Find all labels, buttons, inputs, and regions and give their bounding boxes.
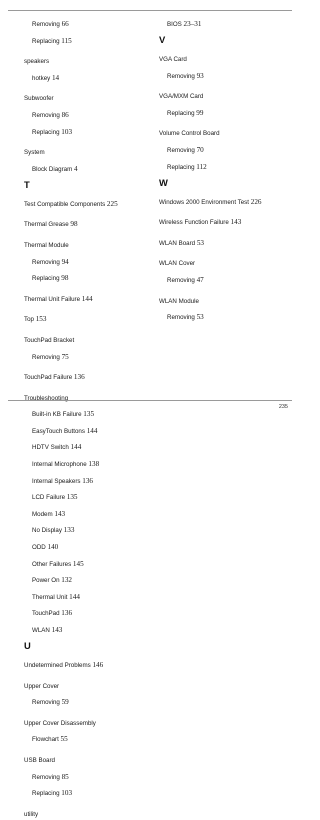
bottom-rule (8, 400, 292, 401)
index-entry-text: USB Board (24, 756, 55, 764)
index-entry-text: Replacing (32, 790, 62, 798)
index-entry-text: HDTV Switch (32, 444, 71, 452)
index-page-ref[interactable]: 75 (61, 352, 69, 361)
index-page-ref[interactable]: 70 (196, 145, 204, 154)
index-entry-text: BIOS (167, 21, 184, 28)
index-entry-text: LCD Failure (32, 494, 67, 502)
index-section-letter: T (24, 178, 30, 190)
index-page-ref[interactable]: 146 (92, 661, 104, 669)
index-page-ref[interactable]: 98 (70, 220, 78, 229)
index-entry-text: Replacing (167, 109, 197, 117)
index-subentry (24, 603, 152, 619)
index-page-ref[interactable]: 55 (60, 735, 68, 744)
index-subentry (24, 471, 152, 487)
index-entry (24, 142, 152, 158)
index-page-ref[interactable]: 136 (61, 609, 73, 618)
index-subentry (24, 620, 152, 636)
index-entry (24, 289, 152, 305)
index-column-right (159, 14, 289, 323)
index-subentry (24, 347, 152, 363)
top-rule (8, 10, 292, 11)
index-page-ref[interactable]: 136 (73, 373, 85, 382)
index-page-ref[interactable]: 140 (47, 543, 59, 552)
index-entry-text: Removing (167, 314, 197, 322)
index-entry-text: System (24, 149, 45, 157)
index-page-ref[interactable]: 132 (61, 576, 73, 585)
index-subentry (24, 520, 152, 536)
index-entry-text: Troubleshooting (24, 394, 69, 402)
index-subentry (159, 270, 289, 286)
index-entry-text: hotkey (32, 74, 52, 82)
index-page-ref[interactable]: 14 (51, 73, 60, 82)
index-entry-text: Power On (32, 577, 62, 585)
index-entry-text: Replacing (32, 275, 62, 283)
index-entry-text: EasyTouch Buttons (32, 427, 87, 435)
index-entry-text: Built-in KB Failure (32, 411, 84, 419)
index-column-left (24, 14, 152, 820)
index-entry-text: WLAN Module (159, 297, 199, 305)
index-entry-text: WLAN (32, 627, 52, 634)
index-page-ref[interactable]: 93 (196, 71, 204, 80)
index-entry-text: Wireless Function Failure (159, 219, 231, 227)
index-entry (159, 49, 289, 65)
index-page-ref[interactable]: 103 (61, 789, 73, 798)
index-entry-text: Removing (32, 258, 62, 266)
index-entry (24, 330, 152, 346)
index-entry-text: Block Diagram (32, 165, 74, 173)
index-subentry (24, 537, 152, 553)
index-subentry (24, 159, 152, 175)
index-page-ref[interactable]: 94 (61, 257, 69, 266)
index-subentry (24, 692, 152, 708)
index-entry (24, 750, 152, 766)
index-entry (24, 388, 152, 404)
index-entry (24, 309, 152, 325)
index-page-ref[interactable]: 143 (230, 218, 242, 227)
index-page-ref[interactable]: 143 (51, 626, 63, 634)
index-entry (159, 86, 289, 102)
index-page-ref[interactable]: 225 (106, 199, 118, 208)
index-entry-text: TouchPad (32, 610, 62, 618)
index-entry-text: Replacing (32, 37, 62, 45)
index-section-letter: V (159, 34, 166, 45)
index-entry-text: VGA Card (159, 56, 187, 63)
index-page-ref[interactable]: 143 (54, 509, 66, 518)
index-entry-text: Top (24, 316, 36, 324)
index-page-ref[interactable]: 112 (196, 162, 207, 171)
index-entry (159, 233, 289, 249)
index-entry (24, 655, 152, 671)
index-page-ref[interactable]: 144 (86, 426, 98, 435)
index-entry (24, 804, 152, 820)
index-page-ref[interactable]: 98 (61, 274, 69, 283)
index-page-ref[interactable]: 115 (61, 36, 72, 45)
index-page-ref[interactable]: 86 (61, 110, 69, 119)
index-entry-text: Replacing (167, 163, 197, 171)
index-entry-text: Removing (32, 111, 62, 119)
page-number: 235 (278, 404, 288, 410)
index-entry-text: TouchPad Failure (24, 374, 74, 382)
index-entry (24, 713, 152, 729)
index-page-ref[interactable]: 144 (81, 294, 93, 303)
index-entry-text: VGA/MXM Card (159, 93, 204, 101)
index-subentry (24, 783, 152, 799)
index-subentry (24, 404, 152, 420)
index-subentry (24, 31, 152, 47)
index-entry-text: Undetermined Problems (24, 662, 93, 669)
index-subentry (24, 68, 152, 84)
index-page-ref[interactable]: 23–31 (183, 20, 202, 28)
index-entry-text: Upper Cover Disassembly (24, 719, 96, 727)
index-page-ref[interactable]: 144 (70, 443, 82, 452)
index-page-ref[interactable]: 145 (72, 559, 84, 568)
index-entry-text: Flowchart (32, 736, 61, 744)
index-page-ref[interactable]: 66 (61, 20, 69, 28)
index-entry-text: Thermal Grease (24, 221, 71, 229)
index-subentry (159, 140, 289, 156)
index-entry (24, 214, 152, 230)
index-page-ref[interactable]: 53 (196, 313, 204, 322)
index-entry-text: utility (24, 810, 39, 818)
index-entry (24, 676, 152, 692)
index-subentry (159, 66, 289, 82)
index-page-ref[interactable]: 153 (35, 315, 47, 324)
index-entry-text: WLAN Cover (159, 260, 196, 268)
index-section-letter: U (24, 640, 31, 651)
index-entry-text: Thermal Unit (32, 593, 70, 601)
index-section-letter: W (159, 176, 168, 188)
index-entry-text: Windows 2000 Environment Test (159, 198, 251, 206)
index-entry-text: Removing (32, 773, 62, 781)
index-entry (24, 235, 152, 251)
index-subentry (24, 587, 152, 603)
index-entry-text: speakers (24, 58, 50, 66)
index-subentry (24, 504, 152, 520)
index-entry-text: TouchPad Bracket (24, 336, 75, 344)
index-page-ref[interactable]: 135 (83, 410, 95, 419)
index-entry-text: Modem (32, 510, 55, 518)
index-subentry (24, 122, 152, 138)
index-page-ref[interactable]: 47 (196, 275, 204, 284)
index-entry-text: Removing (167, 72, 197, 80)
index-entry-text: Thermal Module (24, 241, 69, 249)
index-entry (159, 123, 289, 139)
index-entry-text: Removing (167, 276, 197, 284)
index-page-ref[interactable]: 4 (73, 164, 78, 173)
index-page-ref[interactable]: 138 (88, 460, 100, 469)
index-subentry (159, 103, 289, 119)
index-entry-text: Internal Speakers (32, 477, 83, 485)
index-page-ref[interactable]: 133 (63, 526, 75, 535)
index-page-ref[interactable]: 53 (196, 238, 205, 247)
index-subentry (24, 729, 152, 745)
index-page-ref[interactable]: 226 (250, 197, 262, 206)
index-page-ref[interactable]: 103 (61, 127, 73, 136)
index-entry-text: Test Compatible Components (24, 200, 107, 208)
index-page-ref[interactable]: 136 (82, 476, 93, 485)
index-subentry (24, 767, 152, 783)
index-page-ref[interactable]: 59 (61, 698, 69, 707)
index-entry-text: Upper Cover (24, 682, 60, 690)
index-entry-text: Internal Microphone (32, 461, 89, 469)
index-subentry (24, 421, 152, 437)
index-entry-text: Volume Control Board (159, 130, 220, 138)
index-entry-text: No Display (32, 527, 64, 535)
index-entry (24, 88, 152, 104)
index-entry (159, 192, 289, 208)
index-subentry (24, 252, 152, 268)
index-subentry (24, 437, 152, 453)
index-subentry (159, 157, 289, 173)
index-subentry (24, 105, 152, 121)
index-subentry (24, 454, 152, 470)
index-page-ref[interactable]: 144 (69, 592, 80, 601)
index-page-ref[interactable]: 135 (66, 493, 78, 502)
index-entry (24, 194, 152, 210)
index-entry-text: Removing (32, 21, 62, 28)
index-entry-text: Replacing (32, 128, 62, 136)
index-entry-text: WLAN Board (159, 239, 197, 247)
index-subentry (24, 14, 152, 30)
index-entry-text: ODD (32, 544, 48, 552)
index-entry-text: Removing (32, 353, 62, 361)
index-entry-text: Subwoofer (24, 95, 54, 103)
index-subentry (24, 570, 152, 586)
index-page-ref[interactable]: 99 (196, 108, 204, 117)
index-entry-text: Removing (32, 699, 62, 707)
index-entry (159, 291, 289, 307)
index-entry-text: Other Failures (32, 560, 73, 568)
index-subentry (24, 268, 152, 284)
index-entry (24, 51, 152, 67)
index-page-ref[interactable]: 85 (61, 772, 69, 781)
index-entry-text: Thermal Unit Failure (24, 295, 82, 303)
index-entry (159, 212, 289, 228)
index-subentry (24, 554, 152, 570)
index-subentry (24, 487, 152, 503)
index-subentry (159, 14, 289, 30)
index-entry (159, 253, 289, 269)
index-entry (24, 367, 152, 383)
index-entry-text: Removing (167, 146, 197, 154)
index-subentry (159, 307, 289, 323)
